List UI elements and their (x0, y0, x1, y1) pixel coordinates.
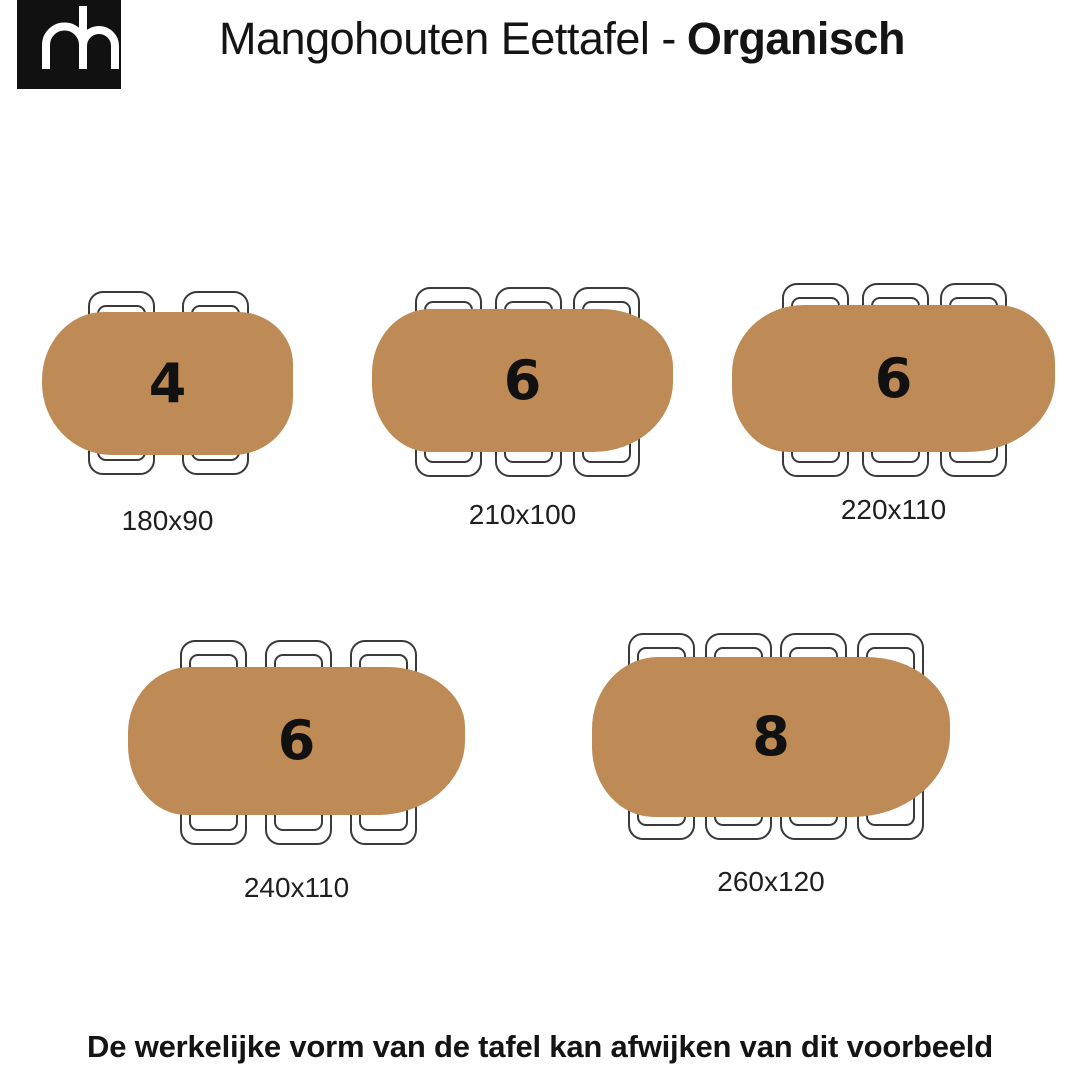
tabletop-blob (732, 305, 1055, 452)
tabletop-blob (372, 309, 673, 452)
table-option-210x100 (372, 287, 673, 530)
size-label: 180x90 (121, 505, 214, 536)
disclaimer-text: De werkelijke vorm van de tafel kan afwijken van dit voorbeeld (87, 1029, 993, 1064)
seat-count: 6 (874, 346, 913, 410)
tabletop-blob (128, 667, 465, 815)
table-option-240x110 (128, 640, 465, 903)
table-option-220x110 (732, 283, 1055, 525)
table-option-180x90 (42, 291, 293, 536)
seat-count: 8 (752, 705, 790, 768)
size-label: 210x100 (468, 499, 577, 530)
seat-count: 4 (148, 351, 187, 415)
size-label: 260x120 (717, 866, 825, 897)
seat-count: 6 (503, 348, 542, 412)
tabletop-blob (42, 312, 293, 455)
size-label: 240x110 (243, 872, 350, 903)
seat-count: 6 (277, 709, 316, 772)
page-title-variant: Organisch (686, 13, 905, 64)
size-label: 220x110 (840, 494, 947, 525)
tabletop-blob (592, 657, 950, 817)
page-title (0, 13, 1080, 65)
page-title-product: Mangohouten Eettafel - (219, 13, 676, 64)
table-option-260x120 (592, 633, 950, 897)
